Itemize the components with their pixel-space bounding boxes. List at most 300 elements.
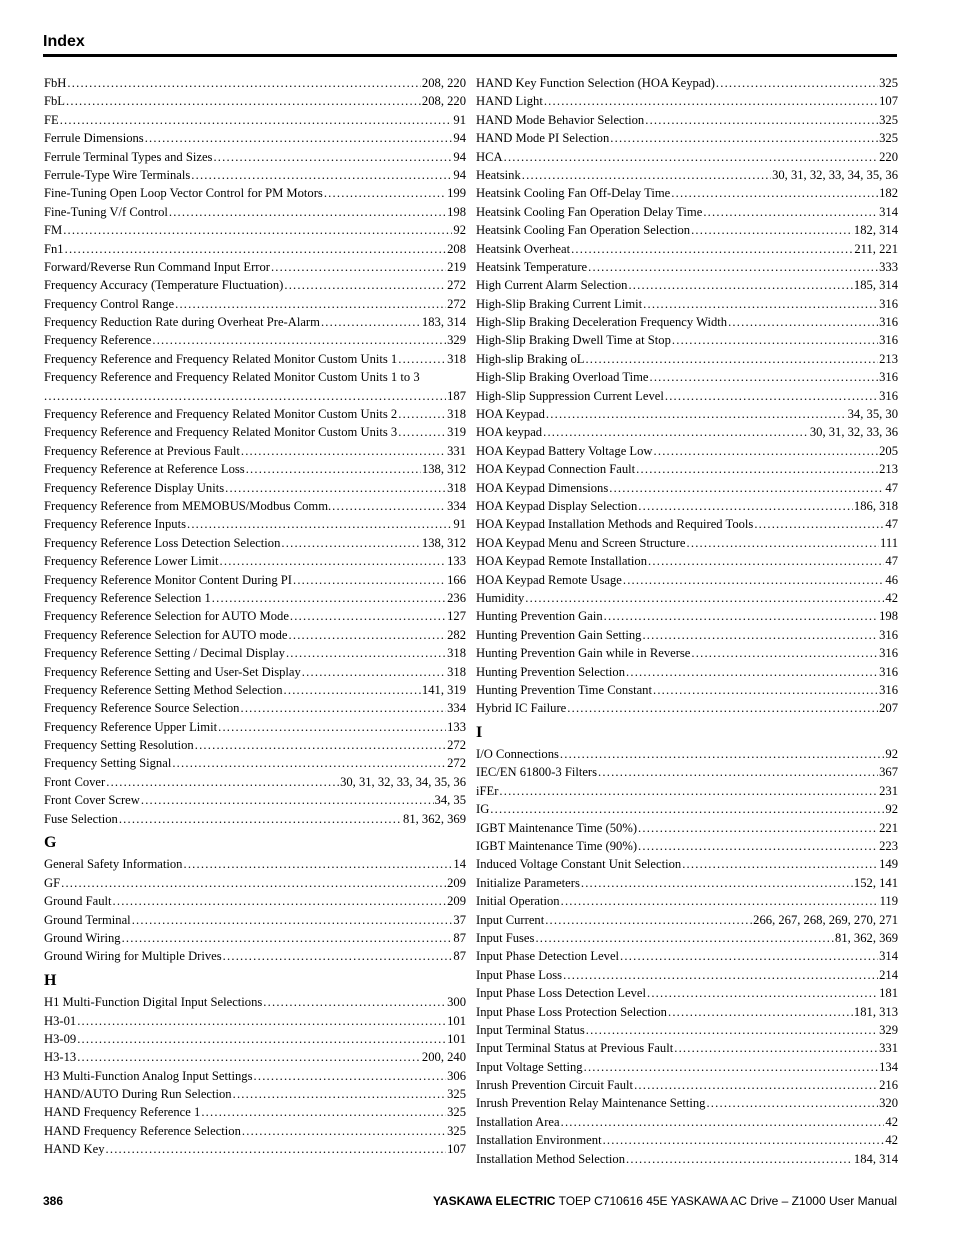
dot-leader — [563, 966, 878, 984]
dot-leader — [321, 313, 421, 331]
entry-term: HOA Keypad Display Selection — [476, 498, 638, 513]
dot-leader — [728, 313, 878, 331]
index-entry — [44, 423, 466, 441]
dot-leader — [588, 258, 878, 276]
dot-leader — [626, 663, 878, 681]
document-footer — [433, 1194, 897, 1208]
dot-leader — [609, 479, 884, 497]
dot-leader — [290, 607, 446, 625]
entry-pages: 94 — [453, 149, 466, 164]
dot-leader — [634, 1076, 878, 1094]
entry-pages: 101 — [447, 1013, 466, 1028]
entry-pages: 111 — [880, 535, 898, 550]
entry-term: HAND Key Function Selection (HOA Keypad) — [476, 76, 715, 90]
dot-leader — [212, 589, 446, 607]
dot-leader — [201, 1103, 446, 1121]
entry-term: High-Slip Braking Overload Time — [476, 370, 649, 385]
entry-pages: 107 — [879, 94, 898, 109]
entry-term: High-Slip Braking Current Limit — [476, 296, 643, 311]
dot-leader — [671, 184, 878, 202]
entry-pages: 92 — [885, 747, 898, 762]
entry-pages: 316 — [879, 646, 898, 661]
entry-pages: 318 — [447, 646, 466, 661]
entry-term: Hunting Prevention Gain while in Reverse — [476, 646, 691, 661]
entry-pages: 42 — [885, 590, 898, 605]
entry-pages: 216 — [879, 1078, 898, 1093]
index-entry — [44, 184, 466, 202]
entry-pages: 208, 220 — [421, 76, 466, 90]
dot-leader — [398, 350, 446, 368]
entry-term: High-Slip Suppression Current Level — [476, 388, 664, 403]
entry-pages: 325 — [879, 131, 898, 146]
dot-leader — [585, 350, 878, 368]
dot-leader — [638, 837, 878, 855]
index-entry — [476, 221, 898, 239]
dot-leader — [183, 855, 452, 873]
dot-leader — [490, 800, 884, 818]
dot-leader — [175, 295, 446, 313]
dot-leader — [560, 745, 885, 763]
entry-pages: 236 — [447, 590, 466, 605]
entry-term: Fn1 — [44, 241, 64, 256]
entry-term: HAND Mode PI Selection — [476, 131, 610, 146]
index-entry — [44, 387, 466, 405]
index-entry — [44, 644, 466, 662]
entry-pages: 316 — [879, 682, 898, 697]
entry-term: Ground Wiring for Multiple Drives — [44, 949, 222, 964]
entry-pages: 47 — [885, 480, 898, 495]
entry-pages: 185, 314 — [853, 278, 898, 293]
index-entry — [44, 331, 466, 349]
entry-pages: 133 — [447, 554, 466, 569]
index-entry — [44, 911, 466, 929]
dot-leader — [674, 1039, 878, 1057]
index-entry — [44, 129, 466, 147]
entry-pages: 94 — [453, 131, 466, 146]
dot-leader — [665, 387, 878, 405]
entry-term: Hybrid IC Failure — [476, 701, 567, 716]
dot-leader — [284, 681, 421, 699]
entry-term: Installation Environment — [476, 1133, 602, 1148]
entry-pages: 37 — [453, 912, 466, 927]
dot-leader — [398, 405, 446, 423]
entry-term: H1 Multi-Function Digital Input Selections — [44, 995, 263, 1010]
dot-leader — [610, 129, 878, 147]
index-entry — [44, 295, 466, 313]
entry-pages: 183, 314 — [421, 315, 466, 330]
entry-term: IGBT Maintenance Time (90%) — [476, 839, 638, 854]
entry-pages: 134 — [879, 1059, 898, 1074]
dot-leader — [643, 295, 878, 313]
dot-leader — [668, 1003, 853, 1021]
index-entry — [476, 699, 898, 717]
entry-term: Frequency Reference Selection 1 — [44, 590, 211, 605]
index-entry — [476, 763, 898, 781]
entry-term: Frequency Reference Display Units — [44, 480, 225, 495]
entry-pages: 316 — [879, 664, 898, 679]
entry-term: HCA — [476, 149, 503, 164]
index-entry — [44, 947, 466, 965]
entry-term: General Safety Information — [44, 857, 183, 872]
entry-pages: 141, 319 — [421, 682, 466, 697]
index-entry — [476, 1076, 898, 1094]
dot-leader — [571, 240, 853, 258]
entry-pages: 320 — [879, 1096, 898, 1111]
dot-leader — [302, 663, 446, 681]
index-entry — [476, 1094, 898, 1112]
entry-pages: 34, 35, 30 — [847, 407, 898, 422]
index-entry — [44, 497, 466, 515]
index-entry — [476, 874, 898, 892]
entry-pages: 149 — [879, 857, 898, 872]
index-entry — [44, 552, 466, 570]
entry-term: Ferrule Terminal Types and Sizes — [44, 149, 213, 164]
index-entry — [44, 240, 466, 258]
entry-pages: 316 — [879, 627, 898, 642]
entry-term: Input Phase Detection Level — [476, 949, 620, 964]
dot-leader — [289, 626, 447, 644]
dot-leader — [77, 1030, 446, 1048]
entry-pages: 318 — [447, 480, 466, 495]
entry-term: HAND/AUTO During Run Selection — [44, 1087, 232, 1102]
entry-term: IG — [476, 802, 490, 817]
dot-leader — [687, 534, 880, 552]
entry-pages: 207 — [879, 701, 898, 716]
index-entry — [44, 736, 466, 754]
entry-term: H3-09 — [44, 1031, 77, 1046]
entry-term: Frequency Reference Setting Method Selection — [44, 682, 283, 697]
index-entry — [476, 387, 898, 405]
index-entry — [44, 1048, 466, 1066]
entry-term: HOA Keypad Menu and Screen Structure — [476, 535, 686, 550]
index-entry — [44, 111, 466, 129]
index-entry — [476, 782, 898, 800]
index-entry — [44, 626, 466, 644]
dot-leader — [638, 497, 853, 515]
entry-pages: 316 — [879, 315, 898, 330]
entry-term: Front Cover — [44, 774, 106, 789]
dot-leader — [544, 92, 878, 110]
dot-leader — [598, 763, 878, 781]
entry-term: Frequency Reference Upper Limit — [44, 719, 218, 734]
dot-leader — [191, 166, 452, 184]
entry-pages: 329 — [447, 333, 466, 348]
entry-pages: 231 — [879, 783, 898, 798]
entry-pages: 30, 31, 32, 33, 34, 35, 36 — [772, 167, 898, 182]
entry-term: HAND Light — [476, 94, 543, 109]
dot-leader — [638, 819, 878, 837]
entry-term: Frequency Reference and Frequency Related Monitor Custom Units 2 — [44, 407, 398, 422]
index-entry — [476, 855, 898, 873]
entry-pages: 314 — [879, 204, 898, 219]
entry-pages: 325 — [879, 112, 898, 127]
dot-leader — [67, 74, 421, 92]
index-entry — [44, 74, 466, 92]
index-entry — [476, 1003, 898, 1021]
entry-term: Input Terminal Status — [476, 1022, 585, 1037]
entry-pages: 214 — [879, 967, 898, 982]
entry-pages: 325 — [447, 1087, 466, 1102]
index-entry — [44, 1030, 466, 1048]
index-entry — [476, 644, 898, 662]
dot-leader — [324, 184, 446, 202]
index-entry — [476, 745, 898, 763]
entry-pages: 138, 312 — [421, 535, 466, 550]
entry-pages: 211, 221 — [854, 241, 898, 256]
entry-pages: 14 — [453, 857, 466, 872]
index-entry — [476, 892, 898, 910]
entry-term: High-Slip Braking Deceleration Frequency Width — [476, 315, 728, 330]
entry-term: Input Fuses — [476, 930, 535, 945]
entry-term: H3-13 — [44, 1050, 77, 1065]
entry-pages: 198 — [879, 609, 898, 624]
dot-leader — [66, 92, 421, 110]
entry-pages: 316 — [879, 296, 898, 311]
entry-term: HOA Keypad Remote Installation — [476, 554, 648, 569]
entry-pages: 319 — [447, 425, 466, 440]
dot-leader — [60, 111, 453, 129]
entry-term: Heatsink — [476, 167, 521, 182]
brand-name: YASKAWA ELECTRIC — [433, 1194, 556, 1208]
index-entry — [476, 258, 898, 276]
entry-pages: 92 — [885, 802, 898, 817]
entry-pages: 92 — [453, 223, 466, 238]
entry-pages: 184, 314 — [853, 1151, 898, 1166]
index-entry — [476, 331, 898, 349]
entry-pages: 42 — [885, 1114, 898, 1129]
entry-term: HOA keypad — [476, 425, 543, 440]
page-title: Index — [43, 33, 85, 50]
entry-term: Frequency Reference at Reference Loss — [44, 462, 245, 477]
section-letter-i: I — [476, 723, 483, 741]
dot-leader — [620, 947, 878, 965]
index-entry — [476, 129, 898, 147]
index-entry — [476, 423, 898, 441]
index-entry — [476, 681, 898, 699]
entry-term: Frequency Reference Inputs — [44, 517, 186, 532]
entry-pages: 81, 362, 369 — [835, 930, 898, 945]
entry-term: Forward/Reverse Run Command Input Error — [44, 259, 270, 274]
index-entry — [44, 442, 466, 460]
dot-leader — [332, 497, 446, 515]
entry-term: H3-01 — [44, 1013, 77, 1028]
entry-term: Heatsink Overheat — [476, 241, 571, 256]
index-column-right — [476, 74, 898, 1168]
dot-leader — [241, 442, 446, 460]
entry-term: Input Phase Loss Detection Level — [476, 986, 646, 1001]
entry-term: Frequency Reference Lower Limit — [44, 554, 219, 569]
entry-term: Ground Fault — [44, 894, 112, 909]
entry-term: IGBT Maintenance Time (50%) — [476, 820, 638, 835]
entry-term: Frequency Reference from MEMOBUS/Modbus Comm. — [44, 498, 332, 513]
entry-term: GF — [44, 875, 61, 890]
entry-term: Heatsink Temperature — [476, 259, 588, 274]
index-entry — [44, 681, 466, 699]
entry-term: Inrush Prevention Relay Maintenance Setting — [476, 1096, 706, 1111]
index-entry — [476, 368, 898, 386]
entry-term: HOA Keypad Battery Voltage Low — [476, 443, 653, 458]
dot-leader — [628, 276, 852, 294]
page-number: 386 — [43, 1194, 64, 1208]
dot-leader — [106, 1140, 447, 1158]
entry-pages: 138, 312 — [421, 462, 466, 477]
index-entry — [44, 166, 466, 184]
entry-pages: 119 — [879, 894, 898, 909]
section-letter-h: H — [44, 971, 57, 989]
index-entry — [476, 276, 898, 294]
dot-leader — [263, 993, 446, 1011]
entry-pages: 46 — [885, 572, 898, 587]
entry-pages: 316 — [879, 370, 898, 385]
index-entry — [44, 203, 466, 221]
entry-pages: 306 — [447, 1068, 466, 1083]
entry-term: FM — [44, 223, 63, 238]
entry-pages: 186, 318 — [853, 498, 898, 513]
index-entry — [44, 855, 466, 873]
index-entry — [476, 515, 898, 533]
dot-leader — [546, 405, 847, 423]
entry-term: IEC/EN 61800-3 Filters — [476, 765, 598, 780]
dot-leader — [169, 203, 446, 221]
entry-pages: 318 — [447, 407, 466, 422]
index-entry — [44, 810, 466, 828]
index-entry — [44, 1103, 466, 1121]
index-entry — [476, 442, 898, 460]
entry-pages: 314 — [879, 949, 898, 964]
entry-pages: 198 — [447, 204, 466, 219]
dot-leader — [106, 773, 339, 791]
entry-pages: 182, 314 — [853, 223, 898, 238]
entry-term: Ferrule Dimensions — [44, 131, 144, 146]
entry-term: Frequency Reference Selection for AUTO mode — [44, 627, 288, 642]
entry-pages: 107 — [447, 1142, 466, 1157]
entry-term: Input Phase Loss Protection Selection — [476, 1004, 667, 1019]
index-entry — [476, 295, 898, 313]
entry-term: HAND Mode Behavior Selection — [476, 112, 645, 127]
dot-leader — [649, 368, 878, 386]
entry-term: Input Current — [476, 912, 545, 927]
entry-pages: 47 — [885, 517, 898, 532]
entry-pages: 318 — [447, 351, 466, 366]
header-divider — [43, 54, 897, 57]
dot-leader — [271, 258, 446, 276]
index-entry — [44, 929, 466, 947]
index-entry — [44, 874, 466, 892]
entry-term: Frequency Reference Setting / Decimal Display — [44, 646, 285, 661]
entry-term: Input Voltage Setting — [476, 1059, 583, 1074]
index-entry — [44, 258, 466, 276]
index-entry — [476, 203, 898, 221]
entry-term: Inrush Prevention Circuit Fault — [476, 1078, 634, 1093]
entry-pages: 166 — [447, 572, 466, 587]
dot-leader — [567, 699, 878, 717]
entry-pages: 325 — [879, 76, 898, 90]
entry-term: Humidity — [476, 590, 525, 605]
entry-term: Induced Voltage Constant Unit Selection — [476, 857, 682, 872]
index-entry — [44, 718, 466, 736]
index-entry — [476, 947, 898, 965]
entry-pages: 181 — [879, 986, 898, 1001]
entry-term: Frequency Reference Monitor Content During PI — [44, 572, 292, 587]
dot-leader — [754, 515, 884, 533]
entry-term: Input Phase Loss — [476, 967, 563, 982]
entry-pages: 334 — [447, 498, 466, 513]
entry-pages: 331 — [879, 1041, 898, 1056]
entry-term: Input Terminal Status at Previous Fault — [476, 1041, 674, 1056]
index-entry — [476, 589, 898, 607]
entry-term: Frequency Reference and Frequency Related Monitor Custom Units 1 — [44, 351, 398, 366]
dot-leader — [604, 607, 878, 625]
dot-leader — [703, 203, 878, 221]
index-entry — [44, 1085, 466, 1103]
entry-pages: 331 — [447, 443, 466, 458]
index-entry — [476, 92, 898, 110]
entry-pages: 272 — [447, 756, 466, 771]
section-letter-g: G — [44, 834, 57, 852]
dot-leader — [716, 74, 878, 92]
entry-pages: 133 — [447, 719, 466, 734]
entry-pages: 91 — [453, 517, 466, 532]
index-entry — [476, 552, 898, 570]
entry-term: Frequency Accuracy (Temperature Fluctuation) — [44, 278, 284, 293]
entry-term: Installation Area — [476, 1114, 560, 1129]
dot-leader — [561, 1113, 885, 1131]
entry-pages: 152, 141 — [853, 875, 898, 890]
dot-leader — [706, 1094, 878, 1112]
entry-term: Frequency Reference and Frequency Related Monitor Custom Units 1 to 3 — [44, 370, 420, 385]
dot-leader — [398, 423, 446, 441]
index-entry — [44, 313, 466, 331]
entry-pages: 127 — [447, 609, 466, 624]
index-entry — [44, 460, 466, 478]
entry-term: Hunting Prevention Time Constant — [476, 682, 652, 697]
dot-leader — [499, 782, 878, 800]
entry-term: FE — [44, 112, 59, 127]
index-entry — [476, 74, 898, 92]
entry-term: High Current Alarm Selection — [476, 278, 628, 293]
entry-pages: 334 — [447, 701, 466, 716]
entry-pages: 208 — [447, 241, 466, 256]
dot-leader — [623, 571, 885, 589]
dot-leader — [281, 534, 421, 552]
entry-pages: 316 — [879, 333, 898, 348]
entry-term: I/O Connections — [476, 747, 559, 762]
dot-leader — [213, 148, 452, 166]
entry-pages: 221 — [879, 820, 898, 835]
entry-term: High-Slip Braking Dwell Time at Stop — [476, 333, 671, 348]
entry-term: HOA Keypad Remote Usage — [476, 572, 622, 587]
entry-pages: 367 — [879, 765, 898, 780]
index-column-left — [44, 74, 466, 1159]
entry-term: Frequency Reference — [44, 333, 152, 348]
dot-leader — [584, 1058, 879, 1076]
index-entry — [44, 589, 466, 607]
index-entry — [44, 699, 466, 717]
index-entry — [476, 350, 898, 368]
entry-term: Ferrule-Type Wire Terminals — [44, 167, 191, 182]
dot-leader — [113, 892, 447, 910]
entry-term: Frequency Reference Source Selection — [44, 701, 240, 716]
index-entry — [44, 993, 466, 1011]
index-entry — [476, 460, 898, 478]
entry-term: HOA Keypad — [476, 407, 545, 422]
index-entry — [44, 405, 466, 423]
dot-leader — [119, 810, 402, 828]
dot-leader — [240, 699, 446, 717]
index-entry — [476, 479, 898, 497]
entry-term: HOA Keypad Installation Methods and Required Tools — [476, 517, 754, 532]
entry-pages: 266, 267, 268, 269, 270, 271 — [753, 912, 898, 927]
